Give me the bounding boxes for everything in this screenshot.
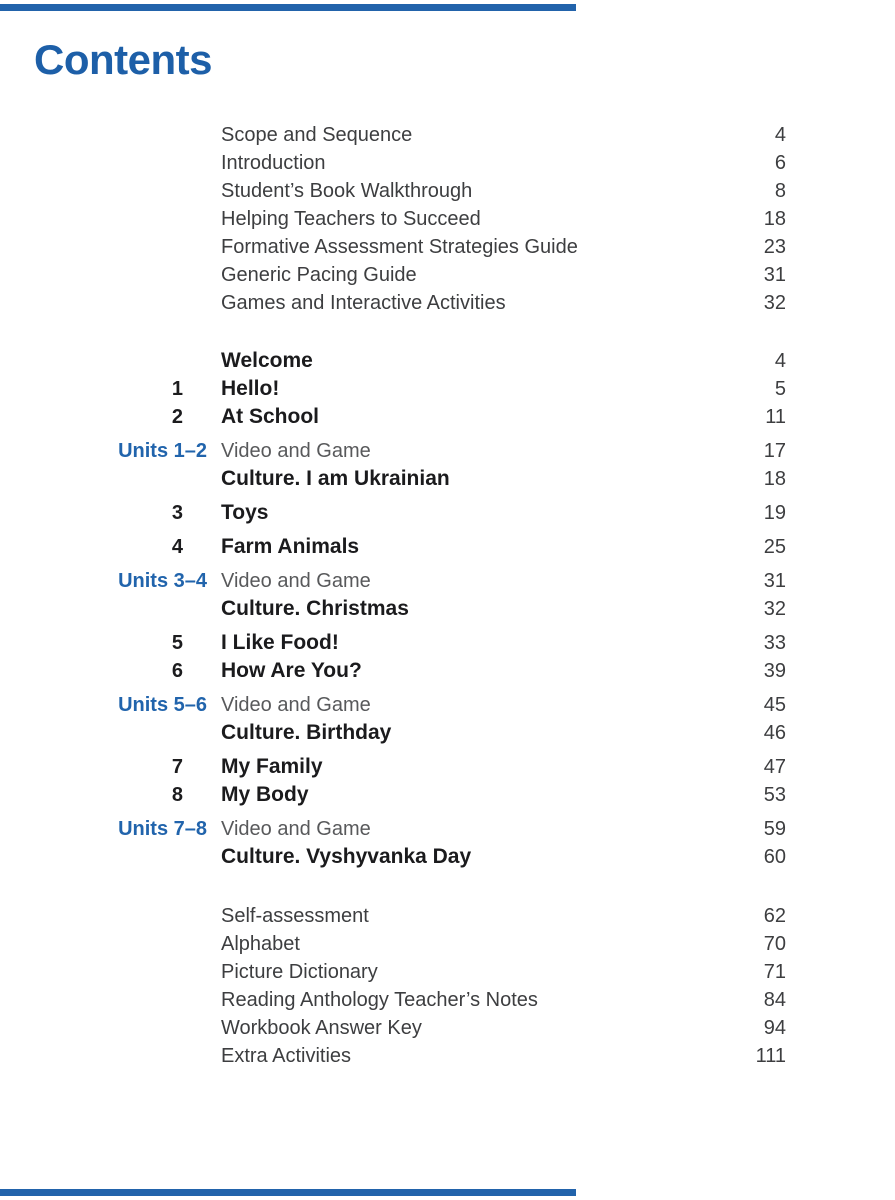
entry-title: Generic Pacing Guide: [221, 264, 417, 286]
units-range-label: Units 1–2: [118, 440, 207, 462]
review-title: Video and Game: [221, 440, 371, 462]
culture-title: Culture. Vyshyvanka Day: [221, 845, 472, 868]
page-number: 19: [763, 502, 786, 524]
unit-title: How Are You?: [221, 659, 362, 682]
page-number: 39: [763, 660, 786, 682]
toc-row-unit: [35, 629, 786, 657]
page-number: 6: [774, 152, 786, 174]
toc-row: [35, 289, 786, 317]
entry-title: Workbook Answer Key: [221, 1017, 422, 1039]
unit-number: 4: [171, 536, 183, 558]
toc-row-units-review: [35, 567, 786, 595]
unit-number: 5: [171, 632, 183, 654]
toc-row: [35, 121, 786, 149]
page-number: 18: [763, 468, 786, 490]
units-range-label: Units 3–4: [118, 570, 207, 592]
toc-row: [35, 958, 786, 986]
page-number: 60: [763, 846, 786, 868]
page-number: 32: [763, 598, 786, 620]
toc-row: [35, 1042, 786, 1070]
unit-title: Toys: [221, 501, 269, 524]
page-number: 47: [763, 756, 786, 778]
toc-row: [35, 233, 786, 261]
review-title: Video and Game: [221, 694, 371, 716]
page-number: 53: [763, 784, 786, 806]
bottom-accent-bar: [0, 1189, 576, 1196]
page-number: 23: [763, 236, 786, 258]
entry-title: Introduction: [221, 152, 326, 174]
entry-title: Reading Anthology Teacher’s Notes: [221, 989, 538, 1011]
page-number: 70: [763, 933, 786, 955]
toc-row-culture: [35, 465, 786, 493]
unit-title: Hello!: [221, 377, 280, 400]
entry-title: Picture Dictionary: [221, 961, 378, 983]
page-number: 84: [763, 989, 786, 1011]
review-title: Video and Game: [221, 818, 371, 840]
back-matter-list: [35, 902, 786, 1070]
unit-title: I Like Food!: [221, 631, 339, 654]
units-range-label: Units 7–8: [118, 818, 207, 840]
front-matter-list: [35, 121, 786, 317]
toc-row-unit: [35, 403, 786, 431]
culture-title: Culture. I am Ukrainian: [221, 467, 450, 490]
unit-title: My Body: [221, 783, 309, 806]
toc-row-units-review: [35, 437, 786, 465]
entry-title: Extra Activities: [221, 1045, 352, 1067]
page-number: 18: [763, 208, 786, 230]
toc-row-units-review: [35, 691, 786, 719]
page-number: 33: [763, 632, 786, 654]
toc-row-units-review: [35, 815, 786, 843]
units-range-label: Units 5–6: [118, 694, 207, 716]
toc-row-culture: [35, 719, 786, 747]
entry-title: Helping Teachers to Succeed: [221, 208, 481, 230]
unit-title: My Family: [221, 755, 323, 778]
page-number: 45: [763, 694, 786, 716]
page-number: 46: [763, 722, 786, 744]
review-title: Video and Game: [221, 570, 371, 592]
page-number: 59: [763, 818, 786, 840]
toc-row-welcome: [35, 347, 786, 375]
top-accent-bar: [0, 4, 576, 11]
entry-title: Scope and Sequence: [221, 124, 413, 146]
unit-title: Welcome: [221, 349, 313, 372]
entry-title: Student’s Book Walkthrough: [221, 180, 473, 202]
page-number: 71: [763, 961, 786, 983]
page-number: 4: [774, 350, 786, 372]
toc-row: [35, 986, 786, 1014]
unit-title: At School: [221, 405, 319, 428]
page-number: 11: [765, 406, 786, 428]
entry-title: Games and Interactive Activities: [221, 292, 506, 314]
toc-row-culture: [35, 595, 786, 623]
entry-title: Formative Assessment Strategies Guide: [221, 236, 578, 258]
toc-row-unit: [35, 375, 786, 403]
page-number: 17: [763, 440, 786, 462]
toc-row-unit: [35, 753, 786, 781]
unit-number: 1: [171, 378, 183, 400]
toc-row-unit: [35, 499, 786, 527]
page-number: 8: [774, 180, 786, 202]
page-number: 62: [763, 905, 786, 927]
toc-row-culture: [35, 843, 786, 871]
page-title: Contents: [34, 36, 212, 83]
entry-title: Alphabet: [221, 933, 300, 955]
toc-row-unit: [35, 657, 786, 685]
toc-row: [35, 205, 786, 233]
unit-number: 7: [171, 756, 183, 778]
unit-number: 6: [171, 660, 183, 682]
entry-title: Self-assessment: [221, 905, 369, 927]
toc-row: [35, 149, 786, 177]
culture-title: Culture. Christmas: [221, 597, 409, 620]
toc-row: [35, 177, 786, 205]
units-list: [35, 347, 786, 871]
page-number: 4: [774, 124, 786, 146]
page-number: 32: [763, 292, 786, 314]
page-number: 31: [763, 264, 786, 286]
unit-number: 2: [171, 406, 183, 428]
toc-row: [35, 261, 786, 289]
page-number: 111: [755, 1045, 786, 1067]
toc-row: [35, 902, 786, 930]
page-number: 94: [763, 1017, 786, 1039]
toc-row-unit: [35, 533, 786, 561]
culture-title: Culture. Birthday: [221, 721, 392, 744]
page-number: 31: [763, 570, 786, 592]
page-number: 5: [774, 378, 786, 400]
unit-number: 3: [171, 502, 183, 524]
toc-row-unit: [35, 781, 786, 809]
unit-number: 8: [171, 784, 183, 806]
unit-title: Farm Animals: [221, 535, 360, 558]
toc-row: [35, 1014, 786, 1042]
page-number: 25: [763, 536, 786, 558]
toc-row: [35, 930, 786, 958]
